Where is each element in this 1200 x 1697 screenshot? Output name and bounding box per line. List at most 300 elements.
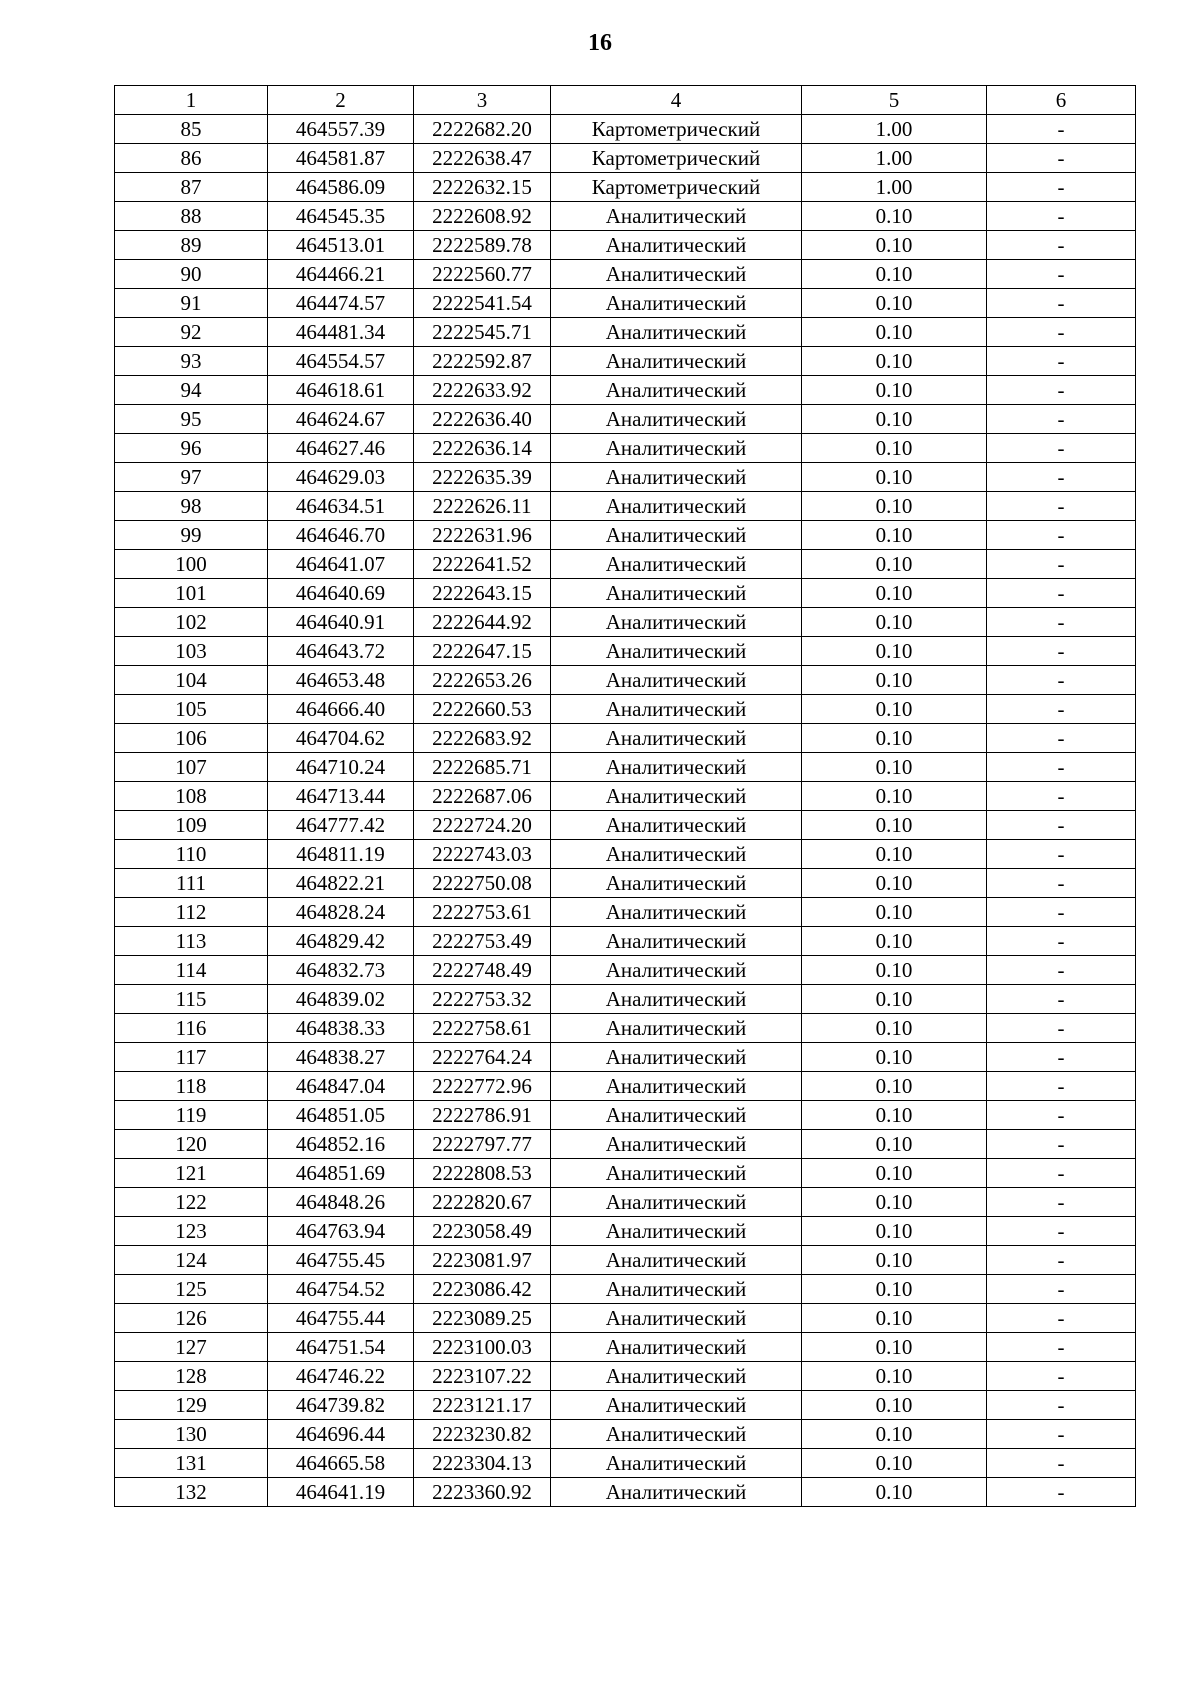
cell-method: Аналитический [551,956,802,985]
cell-coord-y: 2222758.61 [414,1014,551,1043]
header-cell-col5: 5 [802,86,987,115]
cell-note: - [987,260,1136,289]
cell-coord-x: 464832.73 [268,956,414,985]
cell-coord-y: 2223304.13 [414,1449,551,1478]
cell-method: Аналитический [551,927,802,956]
cell-accuracy: 0.10 [802,724,987,753]
cell-point-number: 110 [115,840,268,869]
cell-method: Аналитический [551,985,802,1014]
cell-note: - [987,434,1136,463]
cell-note: - [987,898,1136,927]
cell-coord-y: 2222647.15 [414,637,551,666]
cell-accuracy: 0.10 [802,521,987,550]
cell-coord-x: 464653.48 [268,666,414,695]
cell-coord-y: 2222764.24 [414,1043,551,1072]
cell-point-number: 90 [115,260,268,289]
cell-accuracy: 0.10 [802,1362,987,1391]
cell-point-number: 121 [115,1159,268,1188]
cell-coord-y: 2222641.52 [414,550,551,579]
cell-coord-x: 464634.51 [268,492,414,521]
coordinates-table [114,85,1136,1507]
cell-point-number: 116 [115,1014,268,1043]
table-row [115,405,1136,434]
cell-point-number: 99 [115,521,268,550]
cell-method: Аналитический [551,1014,802,1043]
cell-point-number: 98 [115,492,268,521]
cell-method: Аналитический [551,753,802,782]
table-row [115,347,1136,376]
table-row [115,1362,1136,1391]
cell-method: Аналитический [551,434,802,463]
cell-point-number: 113 [115,927,268,956]
cell-coord-y: 2222687.06 [414,782,551,811]
cell-accuracy: 0.10 [802,1159,987,1188]
cell-method: Аналитический [551,1130,802,1159]
cell-method: Аналитический [551,1188,802,1217]
cell-coord-y: 2222638.47 [414,144,551,173]
cell-point-number: 112 [115,898,268,927]
cell-note: - [987,550,1136,579]
cell-accuracy: 0.10 [802,231,987,260]
cell-method: Картометрический [551,115,802,144]
cell-coord-x: 464851.69 [268,1159,414,1188]
cell-coord-x: 464557.39 [268,115,414,144]
cell-note: - [987,1246,1136,1275]
cell-accuracy: 0.10 [802,985,987,1014]
cell-method: Аналитический [551,318,802,347]
cell-point-number: 86 [115,144,268,173]
table-body [115,86,1136,1507]
table-row [115,1043,1136,1072]
cell-coord-y: 2222631.96 [414,521,551,550]
table-row [115,1275,1136,1304]
cell-method: Аналитический [551,724,802,753]
cell-method: Аналитический [551,1304,802,1333]
cell-coord-y: 2222682.20 [414,115,551,144]
header-row [115,86,1136,115]
cell-method: Аналитический [551,1072,802,1101]
cell-note: - [987,985,1136,1014]
cell-point-number: 102 [115,608,268,637]
cell-point-number: 109 [115,811,268,840]
cell-method: Аналитический [551,695,802,724]
cell-note: - [987,376,1136,405]
cell-coord-y: 2222589.78 [414,231,551,260]
cell-accuracy: 0.10 [802,608,987,637]
cell-method: Аналитический [551,231,802,260]
table-row [115,1217,1136,1246]
cell-method: Аналитический [551,1159,802,1188]
cell-coord-x: 464554.57 [268,347,414,376]
cell-accuracy: 0.10 [802,463,987,492]
cell-coord-y: 2223100.03 [414,1333,551,1362]
cell-note: - [987,724,1136,753]
cell-point-number: 114 [115,956,268,985]
cell-point-number: 87 [115,173,268,202]
cell-point-number: 101 [115,579,268,608]
cell-note: - [987,1478,1136,1507]
cell-method: Аналитический [551,1391,802,1420]
table-row [115,811,1136,840]
cell-note: - [987,1304,1136,1333]
cell-coord-y: 2222608.92 [414,202,551,231]
table-row [115,260,1136,289]
cell-note: - [987,405,1136,434]
table-row [115,434,1136,463]
cell-note: - [987,782,1136,811]
cell-method: Аналитический [551,550,802,579]
cell-accuracy: 0.10 [802,1333,987,1362]
cell-coord-y: 2222653.26 [414,666,551,695]
cell-coord-y: 2223230.82 [414,1420,551,1449]
cell-point-number: 120 [115,1130,268,1159]
cell-coord-x: 464618.61 [268,376,414,405]
cell-accuracy: 0.10 [802,405,987,434]
cell-coord-x: 464848.26 [268,1188,414,1217]
cell-accuracy: 0.10 [802,956,987,985]
cell-method: Аналитический [551,405,802,434]
table-row [115,521,1136,550]
cell-accuracy: 0.10 [802,1304,987,1333]
table-row [115,956,1136,985]
cell-coord-x: 464640.69 [268,579,414,608]
cell-coord-y: 2222633.92 [414,376,551,405]
cell-coord-x: 464838.33 [268,1014,414,1043]
cell-coord-x: 464754.52 [268,1275,414,1304]
cell-coord-x: 464755.44 [268,1304,414,1333]
header-cell-col3: 3 [414,86,551,115]
cell-note: - [987,1014,1136,1043]
table-row [115,927,1136,956]
cell-method: Аналитический [551,521,802,550]
cell-coord-x: 464739.82 [268,1391,414,1420]
cell-note: - [987,202,1136,231]
cell-point-number: 108 [115,782,268,811]
cell-note: - [987,1449,1136,1478]
cell-accuracy: 0.10 [802,1072,987,1101]
table-row [115,1072,1136,1101]
table-row [115,231,1136,260]
cell-coord-y: 2222660.53 [414,695,551,724]
cell-point-number: 88 [115,202,268,231]
table-row [115,550,1136,579]
table-row [115,1391,1136,1420]
cell-note: - [987,1043,1136,1072]
cell-point-number: 94 [115,376,268,405]
cell-accuracy: 0.10 [802,1391,987,1420]
cell-point-number: 122 [115,1188,268,1217]
cell-point-number: 93 [115,347,268,376]
cell-accuracy: 0.10 [802,1246,987,1275]
cell-coord-x: 464828.24 [268,898,414,927]
cell-method: Аналитический [551,666,802,695]
cell-coord-y: 2223121.17 [414,1391,551,1420]
cell-coord-x: 464481.34 [268,318,414,347]
table-row [115,608,1136,637]
cell-point-number: 130 [115,1420,268,1449]
cell-note: - [987,1362,1136,1391]
cell-coord-x: 464839.02 [268,985,414,1014]
cell-coord-y: 2222545.71 [414,318,551,347]
cell-coord-y: 2222808.53 [414,1159,551,1188]
table-row [115,840,1136,869]
cell-coord-y: 2222753.49 [414,927,551,956]
cell-note: - [987,347,1136,376]
cell-note: - [987,840,1136,869]
cell-coord-x: 464666.40 [268,695,414,724]
cell-coord-x: 464751.54 [268,1333,414,1362]
cell-coord-x: 464713.44 [268,782,414,811]
cell-accuracy: 0.10 [802,840,987,869]
cell-coord-y: 2222753.61 [414,898,551,927]
table-row [115,289,1136,318]
table-row [115,637,1136,666]
cell-note: - [987,1275,1136,1304]
cell-accuracy: 0.10 [802,1478,987,1507]
cell-accuracy: 0.10 [802,695,987,724]
table-row [115,1246,1136,1275]
cell-point-number: 107 [115,753,268,782]
cell-note: - [987,637,1136,666]
cell-note: - [987,1391,1136,1420]
cell-coord-x: 464586.09 [268,173,414,202]
table-row [115,1188,1136,1217]
table-row [115,1014,1136,1043]
table-row [115,1159,1136,1188]
cell-accuracy: 0.10 [802,1130,987,1159]
cell-note: - [987,231,1136,260]
cell-coord-x: 464627.46 [268,434,414,463]
cell-accuracy: 0.10 [802,1420,987,1449]
cell-note: - [987,492,1136,521]
cell-note: - [987,666,1136,695]
cell-coord-y: 2222750.08 [414,869,551,898]
cell-coord-x: 464710.24 [268,753,414,782]
cell-point-number: 115 [115,985,268,1014]
cell-method: Аналитический [551,782,802,811]
cell-coord-x: 464640.91 [268,608,414,637]
cell-accuracy: 1.00 [802,144,987,173]
cell-coord-y: 2222643.15 [414,579,551,608]
table-row [115,869,1136,898]
cell-accuracy: 0.10 [802,318,987,347]
table-row [115,1304,1136,1333]
cell-accuracy: 0.10 [802,1014,987,1043]
cell-accuracy: 1.00 [802,115,987,144]
cell-accuracy: 0.10 [802,260,987,289]
cell-note: - [987,115,1136,144]
cell-note: - [987,463,1136,492]
cell-method: Аналитический [551,1275,802,1304]
table-row [115,144,1136,173]
cell-coord-y: 2222541.54 [414,289,551,318]
cell-accuracy: 0.10 [802,289,987,318]
cell-point-number: 129 [115,1391,268,1420]
cell-coord-x: 464545.35 [268,202,414,231]
cell-coord-y: 2223058.49 [414,1217,551,1246]
cell-point-number: 85 [115,115,268,144]
cell-coord-x: 464777.42 [268,811,414,840]
cell-note: - [987,1188,1136,1217]
cell-method: Картометрический [551,173,802,202]
cell-note: - [987,289,1136,318]
table-row [115,115,1136,144]
cell-coord-y: 2222748.49 [414,956,551,985]
cell-method: Аналитический [551,1043,802,1072]
table-row [115,463,1136,492]
cell-coord-x: 464624.67 [268,405,414,434]
cell-point-number: 104 [115,666,268,695]
cell-method: Аналитический [551,637,802,666]
table-row [115,492,1136,521]
cell-note: - [987,521,1136,550]
cell-method: Аналитический [551,579,802,608]
cell-point-number: 118 [115,1072,268,1101]
cell-coord-x: 464474.57 [268,289,414,318]
table-row [115,318,1136,347]
cell-coord-y: 2222786.91 [414,1101,551,1130]
cell-method: Аналитический [551,202,802,231]
cell-method: Аналитический [551,376,802,405]
cell-note: - [987,753,1136,782]
cell-point-number: 106 [115,724,268,753]
cell-method: Аналитический [551,1478,802,1507]
cell-accuracy: 0.10 [802,579,987,608]
cell-note: - [987,1333,1136,1362]
cell-accuracy: 0.10 [802,927,987,956]
cell-accuracy: 0.10 [802,666,987,695]
header-cell-col6: 6 [987,86,1136,115]
cell-point-number: 126 [115,1304,268,1333]
cell-coord-y: 2223086.42 [414,1275,551,1304]
cell-note: - [987,608,1136,637]
cell-accuracy: 0.10 [802,637,987,666]
cell-coord-y: 2223089.25 [414,1304,551,1333]
table-row [115,695,1136,724]
header-cell-col4: 4 [551,86,802,115]
cell-coord-y: 2222560.77 [414,260,551,289]
cell-point-number: 103 [115,637,268,666]
cell-coord-y: 2222743.03 [414,840,551,869]
cell-note: - [987,1420,1136,1449]
cell-method: Аналитический [551,289,802,318]
cell-coord-x: 464763.94 [268,1217,414,1246]
cell-method: Аналитический [551,1101,802,1130]
table-row [115,666,1136,695]
table-row [115,782,1136,811]
cell-coord-x: 464704.62 [268,724,414,753]
table-row [115,1449,1136,1478]
cell-method: Аналитический [551,869,802,898]
cell-point-number: 131 [115,1449,268,1478]
cell-point-number: 111 [115,869,268,898]
cell-point-number: 123 [115,1217,268,1246]
table-row [115,724,1136,753]
cell-coord-x: 464851.05 [268,1101,414,1130]
cell-coord-x: 464646.70 [268,521,414,550]
cell-point-number: 92 [115,318,268,347]
cell-method: Аналитический [551,1217,802,1246]
table-row [115,985,1136,1014]
cell-accuracy: 0.10 [802,1188,987,1217]
table-row [115,202,1136,231]
cell-method: Аналитический [551,260,802,289]
cell-point-number: 119 [115,1101,268,1130]
cell-note: - [987,956,1136,985]
cell-accuracy: 0.10 [802,1449,987,1478]
cell-accuracy: 0.10 [802,1101,987,1130]
cell-method: Аналитический [551,1362,802,1391]
cell-accuracy: 0.10 [802,1217,987,1246]
table-row [115,1478,1136,1507]
cell-method: Аналитический [551,608,802,637]
cell-coord-x: 464852.16 [268,1130,414,1159]
table-row [115,579,1136,608]
cell-note: - [987,173,1136,202]
cell-coord-x: 464581.87 [268,144,414,173]
table-row [115,1130,1136,1159]
cell-note: - [987,869,1136,898]
cell-accuracy: 0.10 [802,1275,987,1304]
cell-point-number: 91 [115,289,268,318]
header-cell-col1: 1 [115,86,268,115]
cell-coord-x: 464755.45 [268,1246,414,1275]
cell-point-number: 132 [115,1478,268,1507]
cell-method: Картометрический [551,144,802,173]
cell-note: - [987,811,1136,840]
cell-note: - [987,1072,1136,1101]
cell-method: Аналитический [551,347,802,376]
cell-point-number: 117 [115,1043,268,1072]
cell-method: Аналитический [551,898,802,927]
cell-coord-x: 464811.19 [268,840,414,869]
cell-point-number: 95 [115,405,268,434]
cell-note: - [987,1130,1136,1159]
cell-coord-x: 464643.72 [268,637,414,666]
cell-coord-y: 2222632.15 [414,173,551,202]
table-row [115,753,1136,782]
cell-point-number: 100 [115,550,268,579]
cell-method: Аналитический [551,1449,802,1478]
cell-note: - [987,1101,1136,1130]
cell-coord-x: 464629.03 [268,463,414,492]
cell-accuracy: 1.00 [802,173,987,202]
cell-point-number: 124 [115,1246,268,1275]
cell-accuracy: 0.10 [802,492,987,521]
cell-coord-y: 2223360.92 [414,1478,551,1507]
cell-coord-y: 2222683.92 [414,724,551,753]
cell-point-number: 127 [115,1333,268,1362]
cell-point-number: 89 [115,231,268,260]
table-row [115,898,1136,927]
table-row [115,1420,1136,1449]
cell-coord-y: 2223081.97 [414,1246,551,1275]
cell-point-number: 96 [115,434,268,463]
page-number: 16 [588,30,612,56]
cell-coord-x: 464665.58 [268,1449,414,1478]
cell-accuracy: 0.10 [802,898,987,927]
cell-accuracy: 0.10 [802,869,987,898]
table-row [115,376,1136,405]
cell-coord-y: 2222753.32 [414,985,551,1014]
cell-coord-x: 464822.21 [268,869,414,898]
cell-coord-y: 2222626.11 [414,492,551,521]
cell-coord-y: 2222772.96 [414,1072,551,1101]
cell-note: - [987,579,1136,608]
cell-point-number: 125 [115,1275,268,1304]
cell-method: Аналитический [551,463,802,492]
cell-point-number: 105 [115,695,268,724]
